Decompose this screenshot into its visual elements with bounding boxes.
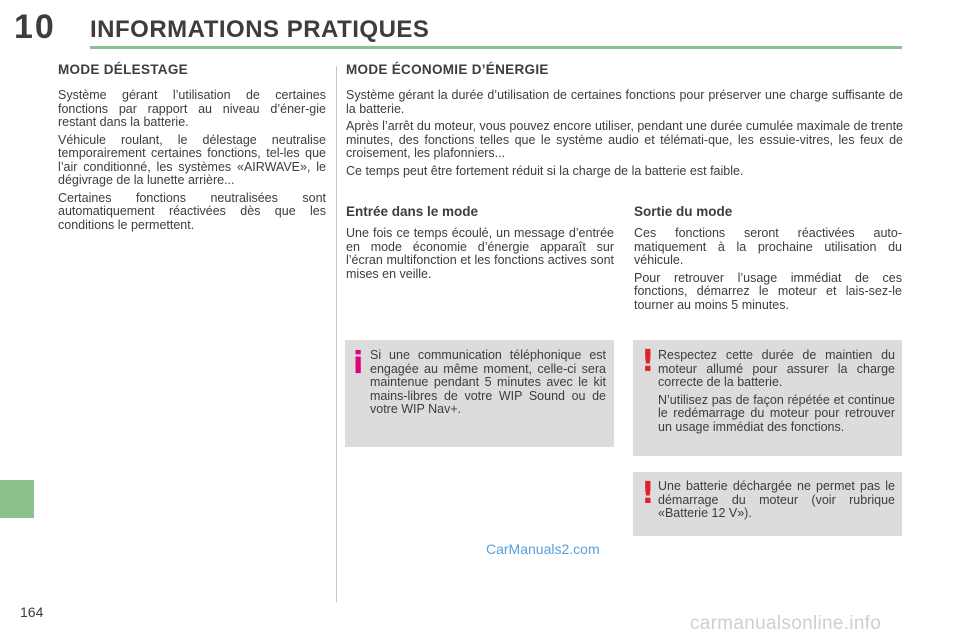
economie-paragraph-1: Système gérant la durée d’utilisation de certaines fonctions pour préserver une charge suffisante de la batterie. bbox=[346, 88, 903, 116]
economie-paragraph-3: Ce temps peut être fortement réduit si la charge de la batterie est faible. bbox=[346, 163, 744, 178]
warning-note-batterie bbox=[633, 472, 902, 536]
warning-2-paragraph: Une batterie déchargée ne permet pas le démarrage du moteur (voir rubrique «Batterie 12 V»). bbox=[658, 479, 895, 520]
watermark-carmanualsonline: carmanualsonline.info bbox=[690, 613, 882, 634]
mode-delestage-title: MODE DÉLESTAGE bbox=[58, 62, 188, 77]
warning-1-paragraph-1: Respectez cette durée de maintien du moteur allumé pour assurer la charge correcte de la batterie. bbox=[658, 348, 895, 389]
sortie-mode-title: Sortie du mode bbox=[634, 204, 733, 219]
sortie-mode-paragraph-1: Ces fonctions seront réactivées auto-matiquement à la prochaine utilisation du véhicule. bbox=[634, 226, 902, 267]
watermark-carmanuals2: CarManuals2.com bbox=[486, 541, 600, 557]
page-number: 164 bbox=[20, 604, 44, 620]
entree-mode-section bbox=[346, 204, 614, 285]
delestage-paragraph-1: Système gérant l’utilisation de certaines fonctions par rapport au niveau d’éner-gie restant dans la batterie. bbox=[58, 88, 326, 129]
entree-mode-paragraph: Une fois ce temps écoulé, un message d’entrée en mode économie d’énergie apparaît sur l’écran multifonction et les fonctions actives sont mises en veille. bbox=[346, 226, 614, 281]
warning-1-paragraph-2: N’utilisez pas de façon répétée et continue le redémarrage du moteur pour retrouver un usage immédiat des fonctions. bbox=[658, 392, 895, 434]
column-divider bbox=[336, 66, 337, 602]
chapter-title: INFORMATIONS PRATIQUES bbox=[90, 16, 430, 43]
sortie-mode-section bbox=[634, 204, 902, 316]
info-note-text: Si une communication téléphonique est engagée au même moment, celle-ci sera maintenue pendant 5 minutes avec le kit mains-libres de votre WIP Sound ou de votre WIP Nav+. bbox=[370, 348, 606, 416]
chapter-number: 10 bbox=[14, 8, 56, 46]
entree-mode-title: Entrée dans le mode bbox=[346, 204, 479, 219]
economie-paragraph-2: Après l’arrêt du moteur, vous pouvez encore utiliser, pendant une durée cumulée maximale de trente minutes, des fonctions telles que le système audio et télémati-que, les essuie-vitres, les feux de croisement, les plafonniers... bbox=[346, 119, 903, 160]
delestage-paragraph-3: Certaines fonctions neutralisées sont automatiquement réactivées dès que les conditions le permettent. bbox=[58, 190, 326, 232]
mode-economie-title: MODE ÉCONOMIE D’ÉNERGIE bbox=[346, 62, 549, 77]
chapter-side-tab bbox=[0, 480, 34, 518]
delestage-paragraph-2: Véhicule roulant, le délestage neutralise temporairement certaines fonctions, tel-les que l’air conditionné, les systèmes «AIRWAVE», le dégivrage de la lunette arrière... bbox=[58, 132, 326, 187]
warning-note-maintien bbox=[633, 340, 902, 456]
info-icon: i bbox=[353, 346, 364, 381]
header-rule bbox=[90, 46, 902, 49]
info-note bbox=[345, 340, 614, 447]
mode-economie-section bbox=[346, 62, 903, 182]
warning-icon: ! bbox=[641, 476, 655, 511]
warning-icon: ! bbox=[641, 344, 655, 379]
mode-delestage-section bbox=[58, 62, 326, 236]
sortie-mode-paragraph-2: Pour retrouver l’usage immédiat de ces fonctions, démarrez le moteur et lais-sez-le tourner au moins 5 minutes. bbox=[634, 270, 902, 312]
